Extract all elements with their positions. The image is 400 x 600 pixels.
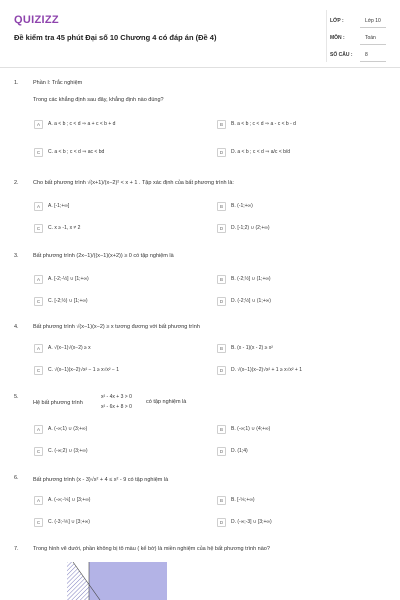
meta-underline <box>360 27 386 28</box>
meta-row-class <box>326 14 386 31</box>
option-text: B. [-⅚;+∞) <box>231 497 255 503</box>
option-letter: B <box>217 120 226 129</box>
option-text: C. √(x−1)(x−2)√x² − 1 ≥ x√x² − 1 <box>48 367 119 373</box>
answer-option[interactable] <box>217 223 377 235</box>
option-letter: C <box>34 297 43 306</box>
question-number: 7. <box>14 546 19 552</box>
option-text: C. (-3;-⅚] ∪ [3;+∞) <box>48 519 90 525</box>
answer-option[interactable] <box>217 296 377 308</box>
option-letter: A <box>34 275 43 284</box>
option-letter: D <box>217 518 226 527</box>
question-subtext: Trong các khẳng định sau đây, khẳng định nào đúng? <box>33 97 164 103</box>
option-text: B. (-1;+∞) <box>231 203 253 209</box>
answer-option[interactable] <box>217 424 377 436</box>
option-text: C. (-∞;2) ∪ (3;+∞) <box>48 448 88 454</box>
meta-value: 8 <box>365 52 368 58</box>
option-letter: B <box>217 275 226 284</box>
option-letter: C <box>34 518 43 527</box>
option-letter: C <box>34 447 43 456</box>
answer-option[interactable] <box>217 147 377 159</box>
shaded-region <box>89 562 167 600</box>
option-letter: B <box>217 202 226 211</box>
answer-option[interactable] <box>34 223 194 235</box>
answer-option[interactable] <box>34 147 194 159</box>
question-number: 2. <box>14 180 19 186</box>
option-text: C. [-2;½) ∪ [1;+∞) <box>48 298 88 304</box>
option-text: C. a < b ; c < d ⇒ ac < bd <box>48 149 105 155</box>
option-letter: B <box>217 425 226 434</box>
question-text: Phần I: Trắc nghiệm <box>33 80 83 86</box>
option-text: A. a < b ; c < d ⇒ a + c < b + d <box>48 121 116 127</box>
question-text: Bất phương trình √(x−1)(x−2) ≥ x tương đương với bất phương trình <box>33 324 200 330</box>
answer-option[interactable] <box>217 274 377 286</box>
option-letter: C <box>34 366 43 375</box>
page-title: Đề kiểm tra 45 phút Đại số 10 Chương 4 có đáp án (Đề 4) <box>14 33 217 42</box>
answer-option[interactable] <box>217 446 377 458</box>
answer-option[interactable] <box>217 495 377 507</box>
option-letter: C <box>34 148 43 157</box>
option-text: D. (1;4) <box>231 448 248 454</box>
system-line: x² - 6x + 8 > 0 <box>101 404 132 410</box>
option-text: B. (-2;½] ∪ (1;+∞) <box>231 276 271 282</box>
option-letter: A <box>34 202 43 211</box>
option-text: B. (x - 1)(x - 2) ≥ x² <box>231 345 273 351</box>
option-text: C. x ≥ -1, x ≠ 2 <box>48 225 81 231</box>
option-letter: B <box>217 344 226 353</box>
meta-value: Lớp 10 <box>365 18 381 24</box>
question-tail: có tập nghiệm là <box>146 399 187 405</box>
meta-underline <box>360 44 386 45</box>
option-text: A. [-2;-½] ∪ [1;+∞) <box>48 276 89 282</box>
question-text: Bất phương trình (2x−1)/((x−1)(x+2)) ≥ 0 có tập nghiệm là <box>33 253 174 259</box>
question-number: 4. <box>14 324 19 330</box>
meta-value: Toán <box>365 35 376 41</box>
answer-option[interactable] <box>34 495 194 507</box>
answer-option[interactable] <box>34 274 194 286</box>
answer-option[interactable] <box>217 201 377 213</box>
option-text: A. (-∞;1) ∪ (3;+∞) <box>48 426 88 432</box>
answer-option[interactable] <box>34 201 194 213</box>
answer-option[interactable] <box>217 517 377 529</box>
answer-option[interactable] <box>217 343 377 355</box>
option-letter: A <box>34 120 43 129</box>
option-text: B. (-∞;1) ∪ (4;+∞) <box>231 426 271 432</box>
option-letter: A <box>34 344 43 353</box>
question-text: Cho bất phương trình √(x+1)/(x−2)² < x + 1 . Tập xác định của bất phương trình là: <box>33 180 234 186</box>
option-letter: D <box>217 366 226 375</box>
meta-label: SỐ CÂU : <box>330 52 353 58</box>
question-text: Hệ bất phương trình <box>33 400 83 406</box>
option-text: A. [-1;+∞] <box>48 203 70 209</box>
document-header <box>0 0 400 68</box>
question-text: Bất phương trình (x - 3)√x² + 4 ≤ x² - 9 có tập nghiệm là <box>33 477 169 483</box>
meta-label: LỚP : <box>330 18 344 24</box>
option-text: A. (-∞;-⅚] ∪ [3;+∞) <box>48 497 91 503</box>
option-letter: D <box>217 224 226 233</box>
answer-option[interactable] <box>217 365 387 377</box>
answer-option[interactable] <box>217 119 377 131</box>
meta-label: MÔN : <box>330 35 345 41</box>
feasible-region-figure <box>67 562 167 600</box>
option-text: D. a < b ; c < d ⇒ a/c < b/d <box>231 149 291 155</box>
option-letter: D <box>217 447 226 456</box>
question-number: 3. <box>14 253 19 259</box>
option-letter: A <box>34 496 43 505</box>
option-text: D. (-2;½] ∪ (1;+∞) <box>231 298 271 304</box>
option-letter: C <box>34 224 43 233</box>
option-letter: D <box>217 148 226 157</box>
meta-row-count <box>326 48 386 65</box>
option-text: D. [-1;2) ∪ (2;+∞) <box>231 225 270 231</box>
option-text: D. √(x−1)(x−2)√x² + 1 ≥ x√x² + 1 <box>231 367 302 373</box>
meta-box <box>326 14 386 65</box>
option-text: A. √(x−1)√(x−2) ≥ x <box>48 345 91 351</box>
question-number: 5. <box>14 394 19 400</box>
question-number: 1. <box>14 80 19 86</box>
system-line: x² - 4x + 3 > 0 <box>101 394 132 400</box>
meta-underline <box>360 61 386 62</box>
answer-option[interactable] <box>34 365 204 377</box>
question-number: 6. <box>14 475 19 481</box>
answer-option[interactable] <box>34 424 194 436</box>
option-text: B. a < b ; c < d ⇒ a - c < b - d <box>231 121 296 127</box>
answer-option[interactable] <box>34 119 194 131</box>
answer-option[interactable] <box>34 296 194 308</box>
meta-row-subject <box>326 31 386 48</box>
quizizz-logo: QUIZIZZ <box>14 14 59 26</box>
option-letter: B <box>217 496 226 505</box>
question-text: Trong hình vẽ dưới, phần không bị tô màu ( kể bờ) là miền nghiệm của hệ bất phương trình nào? <box>33 546 270 552</box>
answer-option[interactable] <box>34 343 194 355</box>
answer-option[interactable] <box>34 446 194 458</box>
answer-option[interactable] <box>34 517 194 529</box>
option-text: D. (-∞;-3] ∪ [3;+∞) <box>231 519 272 525</box>
option-letter: A <box>34 425 43 434</box>
option-letter: D <box>217 297 226 306</box>
